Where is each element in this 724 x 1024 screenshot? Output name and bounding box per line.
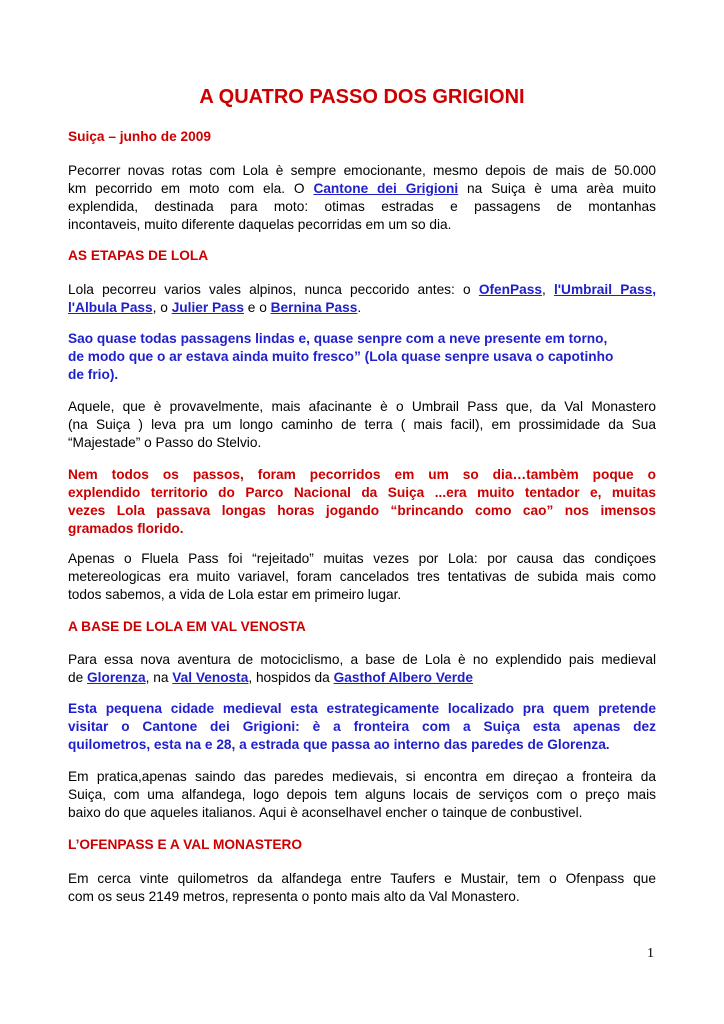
text-span: , o [152,300,172,315]
paragraph-fluela [68,550,656,604]
link-gasthof-albero-verde[interactable]: Gasthof Albero Verde [333,670,474,685]
text-line: baixo do que aqueles italianos. Aqui è aconselhavel encher o tainque de conbustivel. [68,805,583,820]
document-subtitle: Suiça – junho de 2009 [68,129,212,144]
text-line: de modo que o ar estava ainda muito fresco” (Lola quase senpre usava o capotinho [68,349,614,364]
text-span: , [652,282,656,297]
section-heading-base: A BASE DE LOLA EM VAL VENOSTA [68,619,306,634]
text-line: Para essa nova aventura de motociclismo, a base de Lola è no explendido pais medieval [68,652,656,667]
text-line: de frio). [68,367,119,382]
section-heading-ofenpass: L’OFENPASS E A VAL MONASTERO [68,837,302,852]
paragraph-umbrail [68,398,656,452]
text-span: . [357,300,362,315]
text-line: Em cerca vinte quilometros da alfandega entre Taufers e Mustair, tem o Ofenpass que [68,871,656,886]
text-line: com os seus 2149 metros, representa o ponto mais alto da Val Monastero. [68,889,520,904]
text-line [68,180,656,198]
page-number: 1 [647,946,654,961]
link-ofenpass[interactable]: OfenPass [478,282,542,297]
text-span: , na [145,670,173,685]
paragraph-glorenza [68,651,656,687]
text-line: incontaveis, muito diferente daquelas pecorridas em um so dia. [68,217,452,232]
text-span: de [68,670,88,685]
text-line: Esta pequena cidade medieval esta estrategicamente localizado pra quem pretende [68,701,656,716]
document-title: A QUATRO PASSO DOS GRIGIONI [199,86,525,108]
text-line: todos sabemos, a vida de Lola estar em primeiro lugar. [68,587,402,602]
text-line: explendido territorio do Parco Nacional da Suiça ...era muito tentador e, muitas [68,485,656,500]
paragraph-intro [68,162,656,234]
paragraph-ofenpass [68,870,656,906]
paragraph-alfandega [68,768,656,822]
link-cantone-dei-grigioni[interactable]: Cantone dei Grigioni [313,181,459,196]
text-line: Sao quase todas passagens lindas e, quase senpre com a neve presente em torno, [68,331,608,346]
text-span: e o [243,300,271,315]
paragraph-blue-snow [68,330,656,384]
text-line: Suiça, com uma alfandega, logo depois tem alguns locais de serviços com o preço mais [68,787,656,802]
text-span: , hospidos da [248,670,334,685]
link-albula-pass[interactable]: l'Albula Pass [68,300,153,315]
link-bernina-pass[interactable]: Bernina Pass [270,300,358,315]
paragraph-blue-medieval [68,700,656,754]
text-line: metereologicas era muito variavel, foram cancelados tres tentativas de subida mais como [68,569,656,584]
text-line: Em pratica,apenas saindo das paredes medievais, si encontra em direçao a fronteira da [68,769,656,784]
text-line: Pecorrer novas rotas com Lola è sempre emocionante, mesmo depois de mais de 50.000 [68,163,656,178]
text-line: Apenas o Fluela Pass foi “rejeitado” muitas vezes por Lola: por causa das condiçoes [68,551,656,566]
link-glorenza[interactable]: Glorenza [87,670,146,685]
paragraph-passes [68,281,656,317]
text-line: quilometros, esta na e 28, a estrada que passa ao interno das paredes de Glorenza. [68,737,610,752]
link-julier-pass[interactable]: Julier Pass [171,300,244,315]
text-line: Nem todos os passos, foram pecorridos em um so dia…tambèm poque o [68,467,656,482]
text-line: visitar o Cantone dei Grigioni: è a fronteira com a Suiça esta apenas dez [68,719,656,734]
text-line: (na Suiça ) leva pra um longo caminho de terra ( mais facil), em prossimidade da Sua [68,417,656,432]
text-span: na Suiça è uma arèa muito [458,181,656,196]
paragraph-red-nacional [68,466,656,538]
text-line: Aquele, que è provavelmente, mais afacinante è o Umbrail Pass que, da Val Monastero [68,399,656,414]
text-line [68,299,656,317]
text-span: km pecorrido em moto com ela. O [68,181,314,196]
text-line: vezes Lola passava longas horas jogando “brincando como cao” nos imensos [68,503,656,518]
text-line [68,669,656,687]
section-heading-etapas: AS ETAPAS DE LOLA [68,248,209,263]
link-umbrail-pass[interactable]: l'Umbrail Pass [554,282,653,297]
text-line [68,281,656,299]
text-line: explendida, destinada para moto: otimas estradas e passagens de montanhas [68,199,656,214]
text-span: , [542,282,554,297]
link-val-venosta[interactable]: Val Venosta [172,670,249,685]
text-line: “Majestade” o Passo do Stelvio. [68,435,262,450]
text-span: Lola pecorreu varios vales alpinos, nunca peccorido antes: o [68,282,479,297]
text-line: gramados florido. [68,521,184,536]
